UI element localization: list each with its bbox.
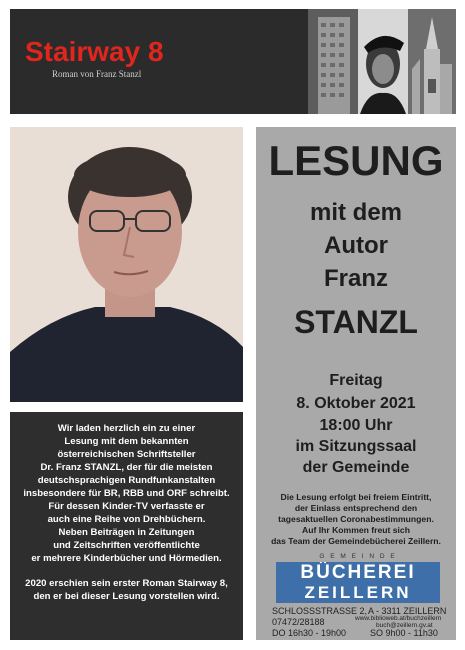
notice-line: Auf Ihr Kommen freut sich	[302, 525, 410, 535]
event-date: 8. Oktober 2021	[296, 395, 416, 412]
intro-line: auch eine Reihe von Drehbüchern.	[47, 514, 206, 525]
author-portrait	[10, 127, 243, 402]
notice-line: Die Lesung erfolgt bei freiem Eintritt,	[280, 492, 432, 502]
intro-line: Dr. Franz STANZL, der für die meisten	[40, 462, 213, 473]
intro-line: er mehrere Kinderbücher und Hörmedien.	[31, 553, 222, 564]
library-street: SCHLOSSSTRASSE 2,	[272, 606, 368, 616]
book-title: Stairway 8	[25, 36, 164, 67]
headline-first-name: Franz	[323, 265, 388, 292]
library-logo-word2: ZEILLERN	[276, 583, 440, 603]
library-email: buch@zeillern.gv.at	[376, 622, 433, 629]
intro-line: Neben Beiträgen in Zeitungen	[58, 527, 195, 538]
event-day: Freitag	[329, 372, 383, 389]
intro-line: und Zeitschriften veröffentlichte	[53, 540, 200, 551]
event-place-line1: im Sitzungssaal	[295, 438, 417, 455]
intro-line: Lesung mit dem bekannten	[64, 436, 189, 447]
outro-line: den er bei dieser Lesung vorstellen wird.	[33, 591, 220, 602]
library-logo	[274, 553, 442, 605]
library-hours-thursday: DO 16h30 - 19h00	[272, 628, 347, 638]
headline-lesung: LESUNG	[268, 137, 444, 184]
notice-line: das Team der Gemeindebücherei Zeillern.	[271, 536, 441, 546]
intro-line: Für dessen Kinder-TV verfasste er	[48, 501, 205, 512]
outro-line: 2020 erschien sein erster Roman Stairway 8,	[25, 578, 228, 589]
banner-photo-collage	[308, 9, 456, 114]
intro-line: Wir laden herzlich ein zu einer	[57, 423, 196, 434]
headline-mit-dem: mit dem	[309, 199, 402, 226]
library-city: A - 3311 ZEILLERN	[368, 606, 447, 616]
library-phone: 07472/28188	[272, 617, 325, 627]
intro-line: insbesondere für BR, RBB und ORF schreibt.	[23, 488, 230, 499]
intro-line: österreichischen Schriftsteller	[57, 449, 196, 460]
library-logo-top: G E M E I N D E	[319, 553, 397, 560]
library-logo-word1: BÜCHEREI	[276, 562, 440, 583]
headline-autor: Autor	[324, 232, 388, 259]
event-place-line2: der Gemeinde	[302, 459, 410, 476]
book-subtitle: Roman von Franz Stanzl	[52, 69, 142, 79]
library-website: www.biblioweb.at/buchzeillern	[355, 615, 442, 622]
event-time: 18:00 Uhr	[319, 417, 393, 434]
notice-line: der Einlass entsprechend den	[294, 503, 418, 513]
notice-line: tagesaktuellen Coronabestimmungen.	[278, 514, 434, 524]
library-hours-sunday: SO 9h00 - 11h30	[370, 628, 438, 638]
intro-line: deutschsprachigen Rundfunkanstalten	[37, 475, 216, 486]
headline-last-name: STANZL	[294, 304, 418, 340]
